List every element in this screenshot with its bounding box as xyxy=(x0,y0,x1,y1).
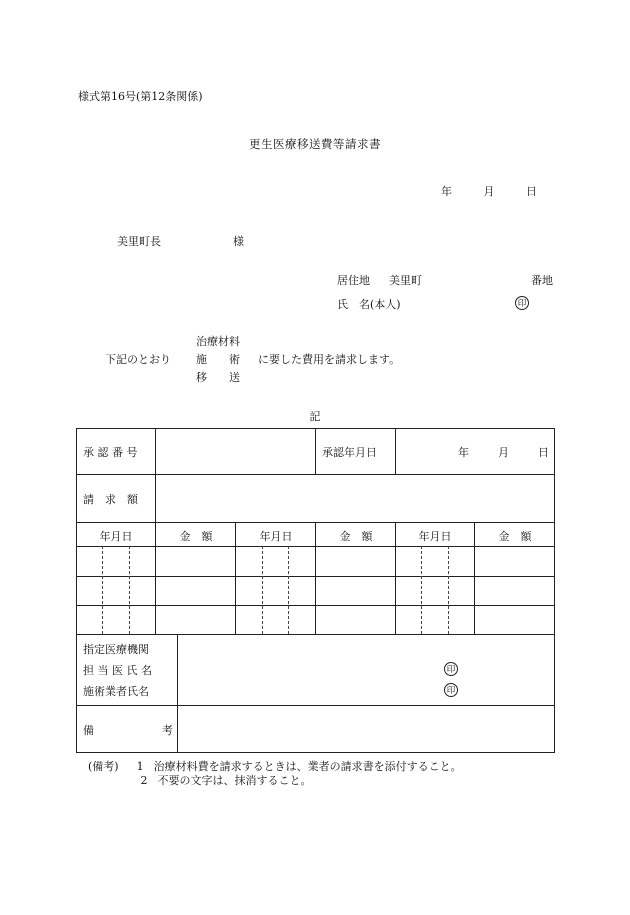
residence-label: 居住地 xyxy=(337,274,370,287)
notes-label: (備考) xyxy=(88,760,119,773)
column-amount-2: 金 額 xyxy=(339,530,373,543)
table-rule xyxy=(315,428,316,474)
date-divider xyxy=(262,546,263,634)
form-reference: 様式第16号(第12条関係) xyxy=(78,90,203,103)
approval-date-month: 月 xyxy=(498,446,509,459)
table-border-left xyxy=(76,428,77,753)
request-suffix: に要した費用を請求します。 xyxy=(258,353,401,366)
table-border-right xyxy=(554,428,555,753)
date-divider xyxy=(421,546,422,634)
approval-date-year: 年 xyxy=(458,446,469,459)
doctor-label: 担 当 医 氏 名 xyxy=(83,664,152,677)
request-prefix: 下記のとおり xyxy=(105,353,171,366)
column-amount-3: 金 額 xyxy=(498,530,532,543)
column-date-1: 年月日 xyxy=(99,530,133,543)
table-rule xyxy=(155,428,156,522)
addressee-name: 美里町長 xyxy=(117,235,161,248)
column-date-3: 年月日 xyxy=(418,530,452,543)
request-items xyxy=(196,333,240,387)
date-line xyxy=(441,183,537,199)
date-divider xyxy=(129,546,130,634)
table-rule xyxy=(76,474,555,475)
ki-heading: 記 xyxy=(309,410,321,423)
seal-icon: 印 xyxy=(515,296,529,310)
practitioner-label: 施術業者氏名 xyxy=(83,685,149,698)
table-rule xyxy=(177,634,178,753)
residence-town: 美里町 xyxy=(389,274,422,287)
date-day: 日 xyxy=(526,185,537,198)
claim-table xyxy=(76,428,555,753)
facility-label: 指定医療機関 xyxy=(83,643,149,656)
remarks-label-right: 考 xyxy=(162,724,173,737)
note-number: 1 xyxy=(136,760,144,773)
date-divider xyxy=(102,546,103,634)
request-item-transport: 移 送 xyxy=(196,371,240,384)
approval-date-day: 日 xyxy=(538,446,549,459)
remarks-label-left: 備 xyxy=(83,724,94,737)
request-item-treatment: 施 術 xyxy=(196,353,240,366)
addressee xyxy=(117,233,244,249)
table-border-bottom xyxy=(76,752,555,753)
applicant-name-line xyxy=(337,296,527,312)
note-text: 治療材料費を請求するときは、業者の請求書を添付すること。 xyxy=(153,760,462,773)
addressee-honorific: 様 xyxy=(233,235,244,248)
name-label: 氏 名(本人) xyxy=(337,298,401,311)
seal-icon: 印 xyxy=(444,683,458,697)
residence-banchi: 番地 xyxy=(531,274,553,287)
notes xyxy=(88,760,462,788)
date-year: 年 xyxy=(441,185,452,198)
table-rule xyxy=(395,428,396,474)
residence-line xyxy=(337,272,557,288)
date-divider xyxy=(448,546,449,634)
approval-number-label: 承 認 番 号 xyxy=(83,446,138,459)
seal-icon: 印 xyxy=(444,662,458,676)
date-month: 月 xyxy=(483,185,495,198)
approval-date-label: 承認年月日 xyxy=(322,446,377,459)
date-divider xyxy=(288,546,289,634)
claim-amount-label: 請 求 額 xyxy=(83,493,138,506)
column-amount-1: 金 額 xyxy=(179,530,213,543)
column-date-2: 年月日 xyxy=(259,530,293,543)
request-item-materials: 治療材料 xyxy=(196,335,240,348)
note-number: 2 xyxy=(140,774,148,787)
table-rule xyxy=(76,705,555,706)
note-text: 不要の文字は、抹消すること。 xyxy=(157,774,312,787)
table-rule xyxy=(76,634,555,635)
page-title: 更生医療移送費等請求書 xyxy=(249,137,381,151)
